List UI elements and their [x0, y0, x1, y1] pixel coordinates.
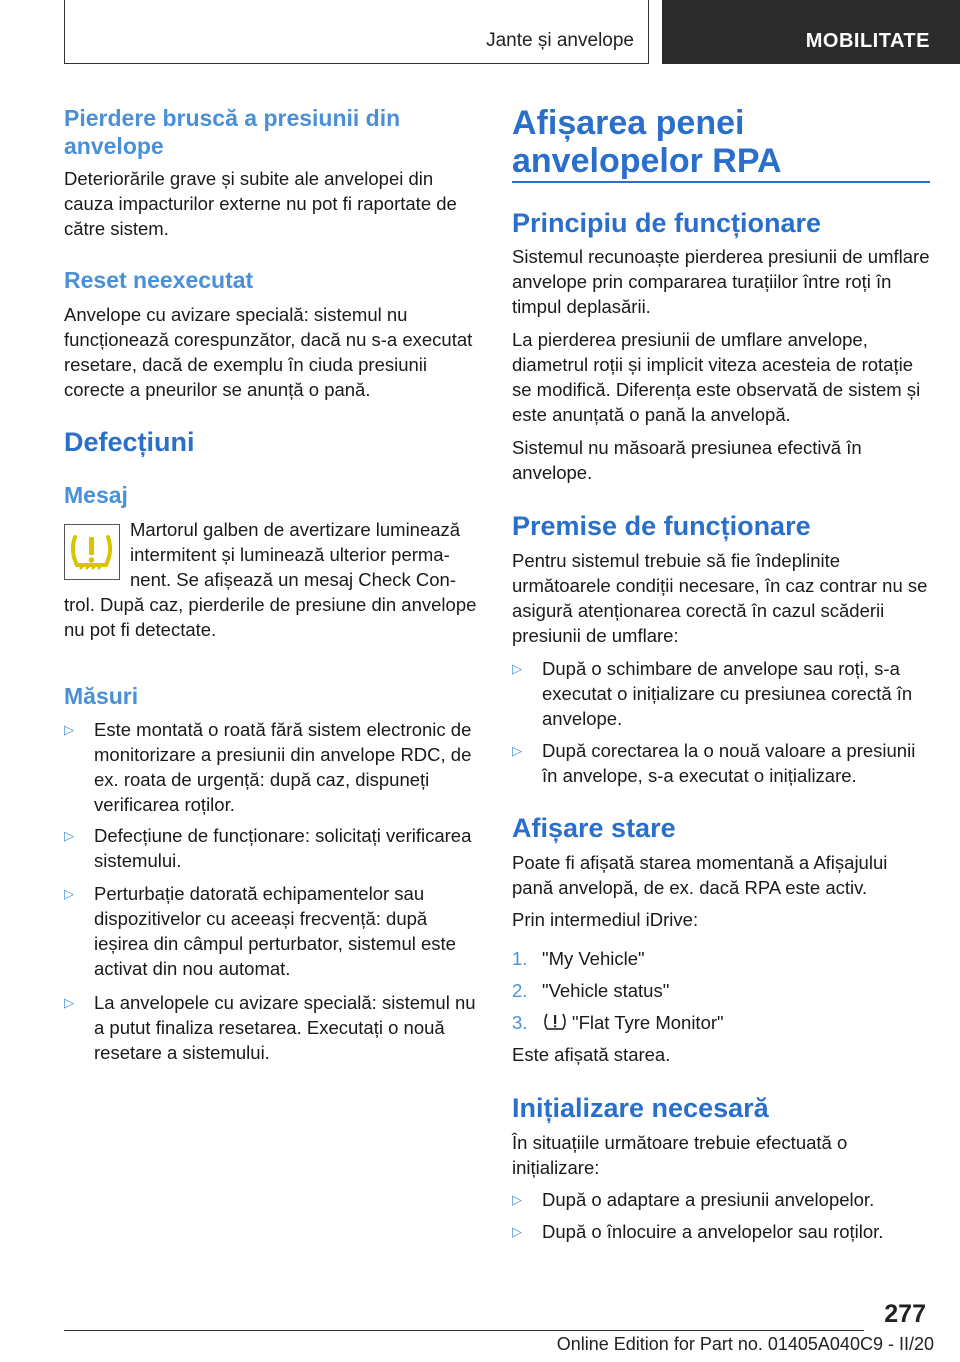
heading-principiu: Principiu de funcționare [512, 208, 822, 238]
list-item-text: Este montată o roată fără sistem electronic de monitorizare a presiunii din anvelope RDC, de ex. roata de urgență: după caz, dispuneți verificarea roților. [94, 719, 472, 815]
triangle-right-icon: ▷ [512, 1224, 522, 1239]
header-section-box [64, 0, 649, 64]
list-item-text: După o adaptare a presiunii anvelopelor. [542, 1189, 875, 1210]
triangle-right-icon: ▷ [512, 661, 522, 676]
triangle-right-icon: ▷ [64, 828, 74, 843]
heading-rule [512, 181, 930, 183]
tyre-pressure-warning-icon [64, 524, 120, 580]
step-number: 1. [512, 948, 528, 969]
list-item-text: Defecțiune de funcționare: solicitați verificarea sistemului. [94, 825, 472, 871]
heading-init: Inițializare necesară [512, 1093, 769, 1123]
paragraph-mesaj-line-2: intermitent și luminează ulterior perma- [130, 544, 450, 565]
triangle-right-icon: ▷ [512, 1192, 522, 1207]
heading-defectiuni: Defecțiuni [64, 427, 195, 457]
paragraph-idrive: Prin intermediul iDrive: [512, 909, 699, 930]
heading-main: Afișarea penei anvelopelor RPA [512, 104, 782, 180]
footer-rule [64, 1330, 864, 1331]
paragraph-principiu-3: Sistemul nu măsoară presiunea efectivă în anvelope. [512, 437, 862, 483]
step-text: "Vehicle status" [542, 980, 670, 1001]
step-number: 2. [512, 980, 528, 1001]
list-item-text: După o înlocuire a anvelopelor sau roților. [542, 1221, 884, 1242]
list-item-text: Perturbație datorată echipamentelor sau dispozitivelor cu aceeași frecvență: după ieșirea din câmpul perturbator, sistemul este activat din nou automat. [94, 883, 456, 979]
heading-reset: Reset neexecutat [64, 267, 254, 293]
paragraph-premise: Pentru sistemul trebuie să fie îndeplinite următoarele condiții necesare, în caz contrar nu se asigură atenționarea corectă în cazul scăderii presiunii de umflare: [512, 550, 928, 646]
list-item-text: După corectarea la o nouă valoare a presiunii în anvelope, s-a executat o inițializare. [542, 740, 916, 786]
heading-premise: Premise de funcționare [512, 511, 811, 541]
paragraph-mesaj-line-3: nent. Se afișează un mesaj Check Con- [130, 569, 456, 590]
tyre-pressure-small-icon [542, 1011, 568, 1039]
heading-pierdere: Pierdere bruscă a presiunii din anvelope [64, 105, 401, 159]
heading-afisare: Afișare stare [512, 813, 676, 843]
paragraph-pierdere: Deteriorările grave și subite ale anvelopei din cauza impacturilor externe nu pot fi raportate de către sistem. [64, 168, 457, 239]
paragraph-principiu-2: La pierderea presiunii de umflare anvelope, diametrul roții și implicit viteza acesteia de rotație se modifică. Diferența este observată de sistem și este anunțată o pană la anvelopă. [512, 329, 921, 425]
footer-edition: Online Edition for Part no. 01405A040C9 - II/20 [556, 1334, 934, 1354]
step-number: 3. [512, 1012, 528, 1033]
step-text: "Flat Tyre Monitor" [572, 1012, 724, 1033]
step-text: "My Vehicle" [542, 948, 645, 969]
paragraph-principiu-1: Sistemul recunoaște pierderea presiunii de umflare anvelope prin compararea turațiilor între roți în timpul deplasării. [512, 246, 930, 317]
page-number: 277 [884, 1300, 926, 1328]
triangle-right-icon: ▷ [64, 995, 74, 1010]
paragraph-mesaj-line-1: Martorul galben de avertizare luminează [130, 519, 461, 540]
heading-masuri: Măsuri [64, 683, 139, 709]
triangle-right-icon: ▷ [512, 743, 522, 758]
list-item-text: După o schimbare de anvelope sau roți, s-a executat o inițializare cu presiunea corectă în anvelope. [542, 658, 913, 729]
paragraph-init: În situațiile următoare trebuie efectuată o inițializare: [512, 1132, 848, 1178]
paragraph-afisare: Poate fi afișată starea momentană a Afișajului pană anvelopă, de ex. dacă RPA este activ. [512, 852, 888, 898]
triangle-right-icon: ▷ [64, 886, 74, 901]
paragraph-reset: Anvelope cu avizare specială: sistemul nu funcționează corespunzător, dacă nu s-a executat resetare, dacă de exemplu în ciuda presiunii corecte a pneurilor se anunță o pană. [64, 304, 473, 400]
list-item-text: La anvelopele cu avizare specială: sistemul nu a putut finaliza resetarea. Executați o nouă resetare a sistemului. [94, 992, 476, 1063]
triangle-right-icon: ▷ [64, 722, 74, 737]
paragraph-stare: Este afișată starea. [512, 1044, 671, 1065]
header-chapter-box [662, 0, 960, 64]
heading-mesaj: Mesaj [64, 482, 128, 508]
header-chapter-title: MOBILITATE [805, 30, 930, 52]
header-section-title: Jante și anvelope [486, 30, 634, 51]
paragraph-mesaj-rest: trol. După caz, pierderile de presiune din anvelope nu pot fi detectate. [64, 594, 477, 640]
